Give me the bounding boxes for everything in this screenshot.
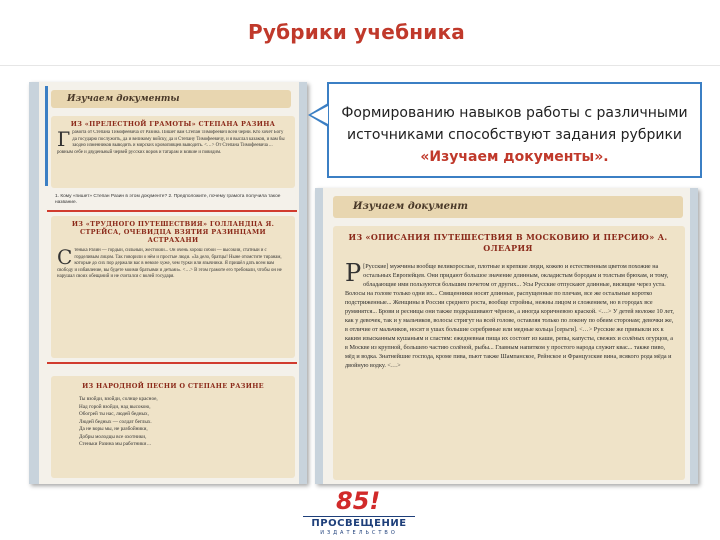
page-left-paper (39, 82, 299, 484)
document-heading-2: ИЗ «ТРУДНОГО ПУТЕШЕСТВИЯ» ГОЛЛАНДЦА Я. СТРЕЙСА, ОЧЕВИДЦА ВЗЯТИЯ РАЗИНЦАМИ АСТРАХАНИ (71, 220, 275, 244)
publisher-name: ПРОСВЕЩЕНИЕ (303, 516, 415, 529)
anniversary-85-logo: 85! (336, 487, 381, 515)
callout-box (327, 82, 702, 178)
document-heading-3: ИЗ НАРОДНОЙ ПЕСНИ О СТЕПАНЕ РАЗИНЕ (82, 382, 264, 390)
questions-1: 1. Кому «пишет» Степан Разин в этом документе? 2. Предположите, почему грамота получила такое название. (55, 194, 281, 206)
page-right-paper (323, 188, 690, 484)
document-body-right: [Русские] мужчины вообще великорослые, плотные и крепкие люди, кожею и естественным цветом похожие на остальных Европейцев. Они придают большое значение длинным, окладистым бородам и толстым брюхам, и тому, обладающие ими пользуются большим почетом от других... Усы Русские отпускают длинные, висящие через уста. Волосы на голове только одни их... Священники носят длинные, распущенные по плечам, все же остальные коротко подстриженные... Женщины в России среднего роста, вообще стройны, нежны лицом и сложением, но в городах все румянятся... Брови и ресницы они также подкрашивают чёрною, а иногда коричневою краской. <…> У детей моложе 10 лет, как у девочек, так и у мальчиков, волосы стригут на всей голове, оставляя только по локону по обеим сторонам; девочки же, в отличие от мальчиков, носят в ушах большие серебряные или медные кольца [серьги]. <…> Русские же привыкли их к каким изысканным кушаньям и сластям: ежедневная пища их состоит из каши, репы, капусты, свежих и солёных огурцов, а в Москве из крупной, большею частию солёной, рыбы... Главным напитком у простого народа служит квас... также пиво, мёд и водка. Знатнейшие господа, кроме пива, пьют также Шампанское, Рейнское и Французские вина, всякого рода мёда и двойную водку. <…> (345, 263, 674, 369)
callout-line-1: Формированию навыков работы с различными (341, 105, 688, 121)
document-body-2: тенька Разин — гордый, сильный, жестокий... Он очень хорош собой — высокий, статный и с горделивым лицом. Так говорили о нём и простые люди. «За дело, братцы! Ныне отомстите тиранам, которые до сих пор держали вас в неволе хуже, чем турки или язычники. Я пришёл дать всем вам свободу и избавление, вы будете моими братьями и детьми». <…> В этом грамоте его требовали, чтобы он не нарушал своих обещаний и не считался с волей государя. (57, 248, 282, 280)
document-body-1: рамота от Степана Тимофеевича от Разина. Пишет вам Степан Тимофеевич всей черни. Кто хочет Богу да государю послужить, да и великому войску, да и Степану Тимофеевичу, и я выслал казаков, и вам бы заодно изменников выводить и мирских кровопивцев выводить. <…> От Степана Тимофеевича ... ровным себе и двуденьный червей русских воров и татарам и всякие и повидим. (57, 130, 285, 155)
dropcap-right: Р (345, 262, 362, 287)
folk-song-poem: Ты взойди, взойди, солнце красное, Над горой взойди, над высокою, Обогрей ты нас, людей бедных, Людей бедных — солдат беглых. Да не воры мы, не разбойники, Добры молодцы все охотники, Стеньки Разина мы работники… (79, 396, 158, 447)
rubric-label-right: Изучаем документ (353, 201, 468, 212)
blue-margin-rule (45, 86, 48, 186)
dropcap-2: С (57, 248, 73, 269)
textbook-page-right (315, 188, 698, 484)
section-separator-2 (47, 362, 297, 364)
publisher-subtitle: ИЗДАТЕЛЬСТВО (320, 530, 398, 536)
callout-text (329, 102, 700, 168)
document-text-1 (57, 130, 289, 186)
title-divider (0, 65, 720, 66)
document-heading-right: ИЗ «ОПИСАНИЯ ПУТЕШЕСТВИЯ В МОСКОВИЮ И ПЕРСИЮ» А. ОЛЕАРИЯ (348, 232, 668, 253)
document-text-2 (57, 248, 289, 354)
document-text-right (345, 262, 675, 478)
callout-pointer-inner (311, 106, 328, 124)
section-separator-1 (47, 210, 297, 212)
dropcap-1: Г (57, 130, 71, 151)
textbook-page-left (29, 82, 307, 484)
callout-line-2: источниками способствуют задания рубрики (346, 127, 683, 143)
rubric-label: Изучаем документы (67, 94, 180, 104)
callout-highlight: «Изучаем документы». (420, 149, 609, 165)
slide-title: Рубрики учебника (248, 20, 465, 44)
document-heading-1: ИЗ «ПРЕЛЕСТНОЙ ГРАМОТЫ» СТЕПАНА РАЗИНА (70, 120, 276, 128)
